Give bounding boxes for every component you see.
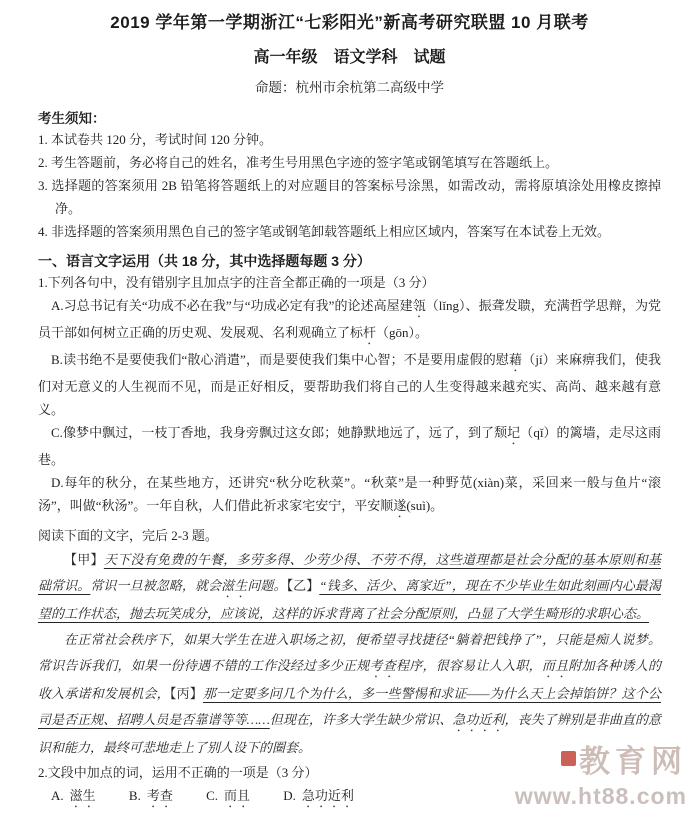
notice-item-4: 4. 非选择题的答案须用黑色自己的签字笔或钢笔卸载答题纸上相应区域内，答案写在本试卷上无效。 (38, 224, 611, 239)
section-1-heading: 一、语言文字运用（共 18 分，其中选择题每题 3 分） (38, 253, 371, 269)
option-text: (suì)。 (406, 498, 444, 513)
option-text: （qǐ）的篱墙，走尽这雨巷。 (38, 425, 662, 467)
question-2-stem: 2.文段中加点的词，运用不正确的一项是（3 分） (38, 765, 318, 780)
question-2-option-b (129, 784, 173, 811)
question-2-option-a (51, 784, 96, 811)
notice-item-3: 3. 选择题的答案须用 2B 铅笔将答题纸上的对应题目的答案标号涂黑，如需改动，需将原填涂处用橡皮擦掉净。 (38, 178, 661, 216)
option-word: 考查 (146, 788, 173, 803)
exam-subtitle: 高一年级 语文学科 试题 (253, 49, 446, 66)
emphasized-char: 藉 (509, 352, 523, 367)
option-label: D. (283, 788, 296, 803)
reading-instruction: 阅读下面的文字，完后 2-3 题。 (38, 528, 218, 543)
underlined-segment-bing: 那一定要多问几个为什么，多一些警惕和求证——为什么天上会掉馅饼？这个公司是否正规、招聘人员是否靠谱等等…… (38, 686, 661, 727)
passage-paragraph-2 (38, 627, 661, 761)
emphasized-char: 瓴 (412, 298, 426, 313)
emphasized-char: 遂 (393, 498, 407, 513)
passage-text: 在正常社会秩序下，如果大学生在进入职场之初，便希望寻找捷径“躺着把钱挣了”，只能是痴人说梦。常识告诉我们，如果一份待遇不错的工作没经过多少正规 (38, 632, 661, 673)
passage-paragraph-1 (38, 547, 661, 627)
option-text: A.习总书记有关“功成不必在我”与“功成必定有我”的论述高屋建 (51, 298, 413, 313)
underlined-segment-yi: “钱多、活少、离家近”，现在不少毕业生如此刻画内心最渴望的工作状态，抛去玩笑成分，应该说，这样的诉求背离了社会分配原则，凸显了大学生畸形的求职心态。 (38, 578, 661, 621)
option-word: 而且 (224, 788, 251, 803)
emphasized-word: 考查 (369, 658, 397, 673)
option-word: 滋生 (69, 788, 96, 803)
watermark-site-name: 教育网 (579, 744, 687, 779)
notice-list (38, 128, 661, 243)
question-2-options (38, 784, 661, 811)
passage-text: ，丧失了辨别是非曲直的意识和能力，最终可悲地走上了别人设下的圈套。 (38, 712, 661, 755)
passage-text: 问题。 (247, 578, 287, 593)
question-1-stem: 1.下列各句中，没有错别字且加点字的注音全都正确的一项是（3 分） (38, 275, 435, 290)
notice-item-1: 1. 本试卷共 120 分，考试时间 120 分钟。 (38, 132, 273, 147)
question-1-option-b (38, 348, 661, 421)
marker-yi: 【乙】 (286, 578, 320, 593)
marker-bing: 【丙】 (169, 686, 203, 701)
option-label: C. (206, 788, 219, 803)
emphasized-char: 杆 (363, 325, 377, 340)
option-text: （gōn）。 (376, 325, 429, 340)
exam-title: 2019 学年第一学期浙江“七彩阳光”新高考研究联盟 10 月联考 (110, 13, 589, 32)
option-text: D.每年的秋分，在某些地方，还讲究“秋分吃秋菜”。“秋菜”是一种野苋(xiàn)菜，采回来一般与鱼片“滚汤”，叫做“秋汤”。一年自秋，人们借此祈求家宅安宁，平安顺 (38, 475, 661, 513)
exam-setter: 命题：杭州市余杭第二高级中学 (255, 80, 444, 95)
notice-heading: 考生须知： (38, 111, 106, 126)
passage-text: 常识一旦被忽略，就会 (90, 578, 222, 593)
emphasized-word: 而且 (541, 658, 569, 673)
question-1-option-a (38, 294, 661, 348)
emphasized-word: 急功近利 (452, 712, 505, 727)
emphasized-word: 滋生 (221, 578, 248, 593)
emphasized-char: 圮 (507, 425, 521, 440)
question-1-option-c (38, 421, 661, 471)
passage-text: 程序，很容易让人入职， (396, 658, 542, 673)
option-word: 急功近利 (301, 788, 354, 803)
watermark-url: www.ht88.com (514, 783, 687, 809)
underlined-segment-jia: 天下没有免费的午餐，多劳多得、少劳少得、不劳不得，这些道理都是社会分配的基本原则和基础常识。 (38, 552, 661, 593)
option-text: C.像梦中飘过，一枝丁香地，我身旁飘过这女郎；她静默地远了，远了，到了颓 (51, 425, 508, 440)
marker-jia: 【甲】 (64, 552, 104, 567)
option-label: B. (128, 788, 141, 803)
option-text: （jí）来麻痹我们，使我们对无意义的人生视而不见，而是正好相反，要帮助我们将自己的人生变得越来越充实、高尚、越来越有意义。 (38, 352, 661, 417)
question-1-option-d (38, 471, 661, 521)
option-text: （lǐng）、振聋发聩，充满哲学思辩，为党员干部如何树立正确的历史观、发展观、名利观确立了标 (38, 298, 662, 340)
passage-text: 附加各种诱人的收入承诺和发展机会， (38, 658, 661, 701)
question-2-option-d (283, 784, 354, 811)
passage-text: 但现在，许多大学生缺少常识、 (269, 712, 453, 727)
question-2-option-c (206, 784, 250, 811)
option-text: B.读书绝不是要使我们“散心消遣”，而是要使我们集中心智；不是要用虚假的慰 (51, 352, 510, 367)
notice-item-2: 2. 考生答题前，务必将自己的姓名，准考生号用黑色字迹的签字笔或钢笔填写在答题纸上。 (38, 155, 559, 170)
option-label: A. (51, 788, 64, 803)
